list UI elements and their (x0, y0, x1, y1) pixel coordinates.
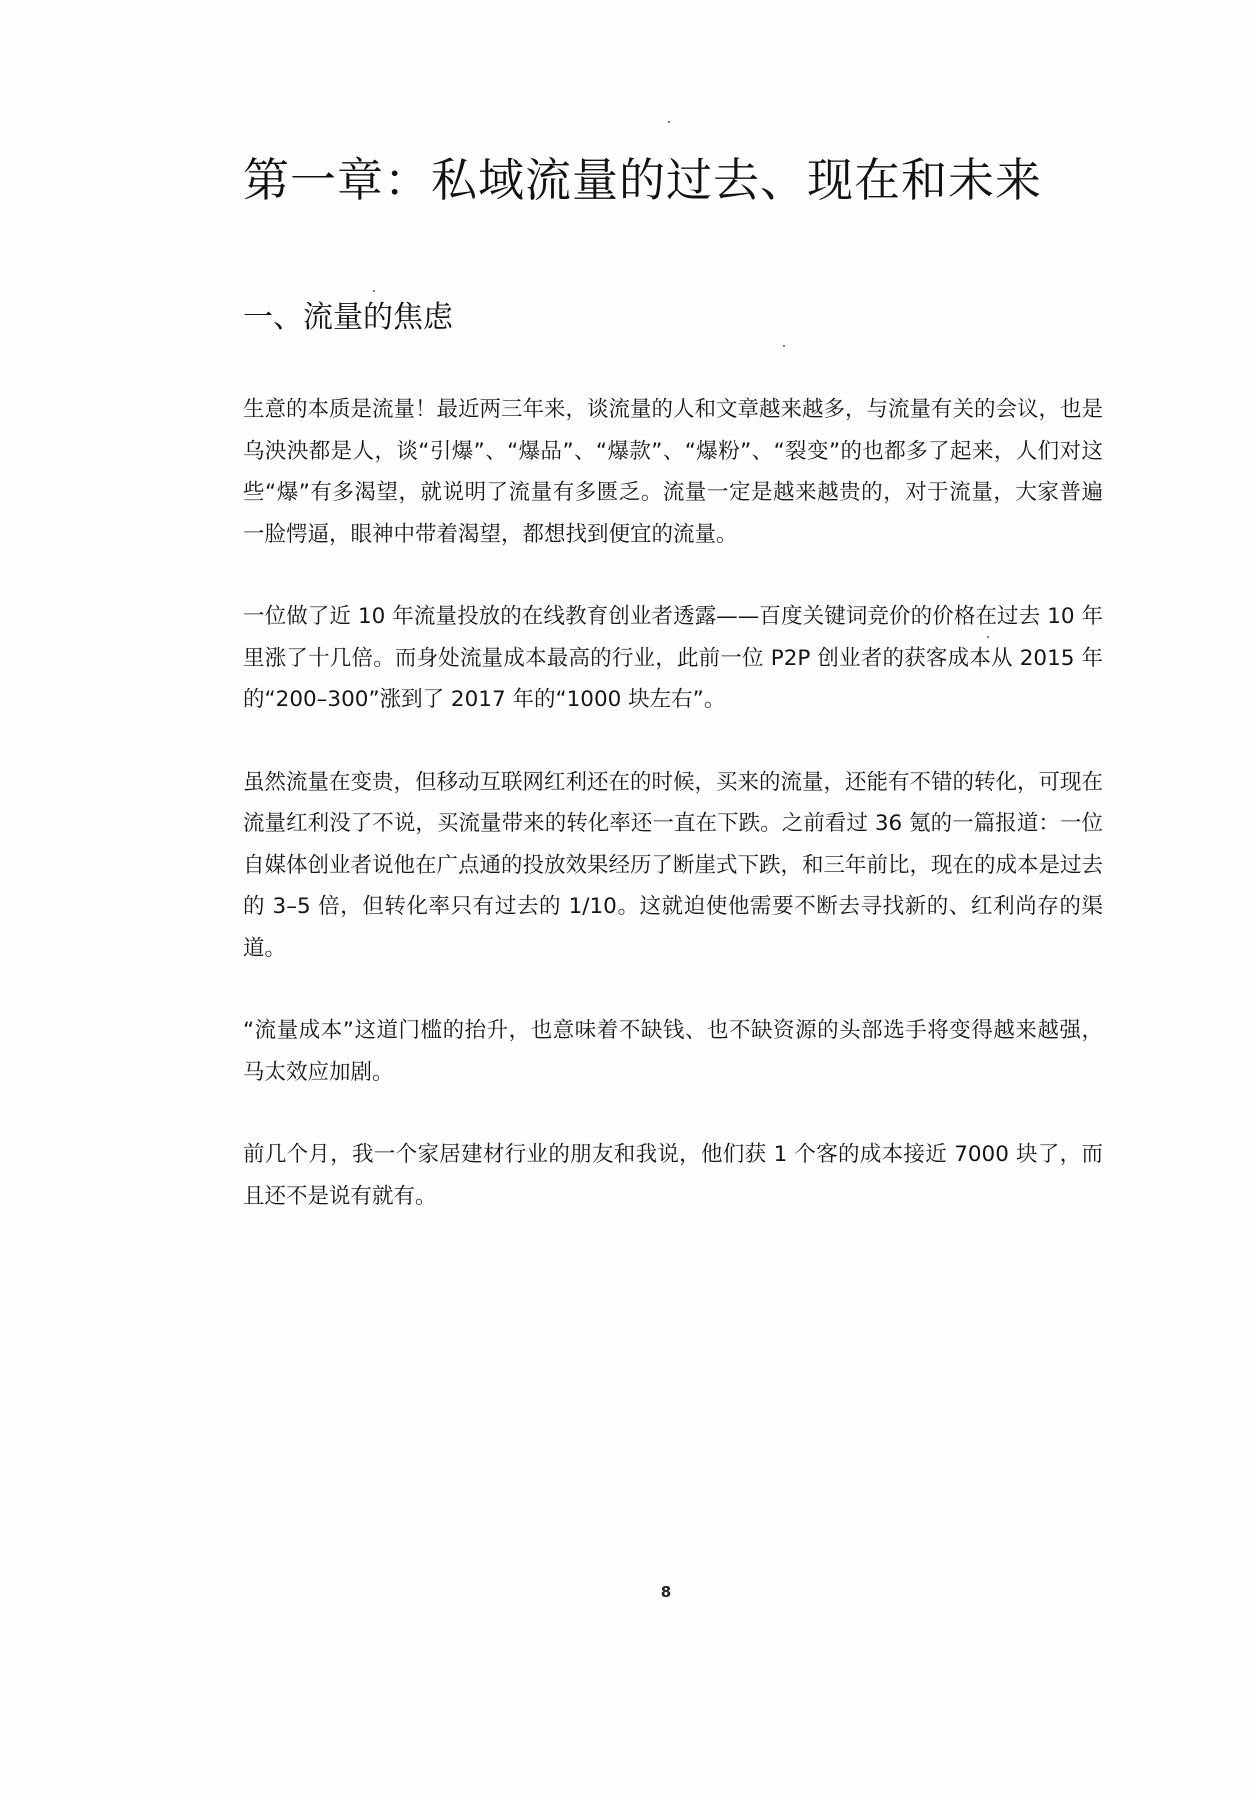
paragraph: 虽然流量在变贵，但移动互联网红利还在的时候，买来的流量，还能有不错的转化，可现在流量红利没了不说，买流量带来的转化率还一直在下跌。之前看过 36 氪的一篇报道：一位自媒体创业者说他在广点通的投放效果经历了断崖式下跌，和三年前比，现在的成本是过去的 3–5 倍，但转化率只有过去的 1/10。这就迫使他需要不断去寻找新的、红利尚存的渠道。 (243, 769, 1104, 961)
paragraph: 生意的本质是流量！最近两三年来，谈流量的人和文章越来越多，与流量有关的会议，也是乌泱泱都是人，谈“引爆”、“爆品”、“爆款”、“爆粉”、“裂变”的也都多了起来，人们对这些“爆”有多渴望，就说明了流量有多匮乏。流量一定是越来越贵的，对于流量，大家普遍一脸愕逼，眼神中带着渴望，都想找到便宜的流量。 (243, 397, 1104, 547)
chapter-title: 第一章：私域流量的过去、现在和未来 (243, 153, 1042, 207)
body-text (243, 389, 1103, 1258)
scan-speck (668, 121, 670, 123)
scan-speck (783, 345, 785, 347)
scan-speck (373, 290, 375, 292)
section-title: 一、流量的焦虑 (243, 300, 453, 335)
paragraph: “流量成本”这道门槛的抬升，也意味着不缺钱、也不缺资源的头部选手将变得越来越强，马太效应加剧。 (243, 1018, 1103, 1085)
page-number: 8 (660, 1583, 672, 1601)
scan-speck (987, 636, 989, 638)
paragraph: 前几个月，我一个家居建材行业的朋友和我说，他们获 1 个客的成本接近 7000 块了，而且还不是说有就有。 (243, 1142, 1103, 1209)
paragraph: 一位做了近 10 年流量投放的在线教育创业者透露——百度关键词竞价的价格在过去 10 年里涨了十几倍。而身处流量成本最高的行业，此前一位 P2P 创业者的获客成本从 2015 年的“200–300”涨到了 2017 年的“1000 块左右”。 (243, 604, 1103, 712)
